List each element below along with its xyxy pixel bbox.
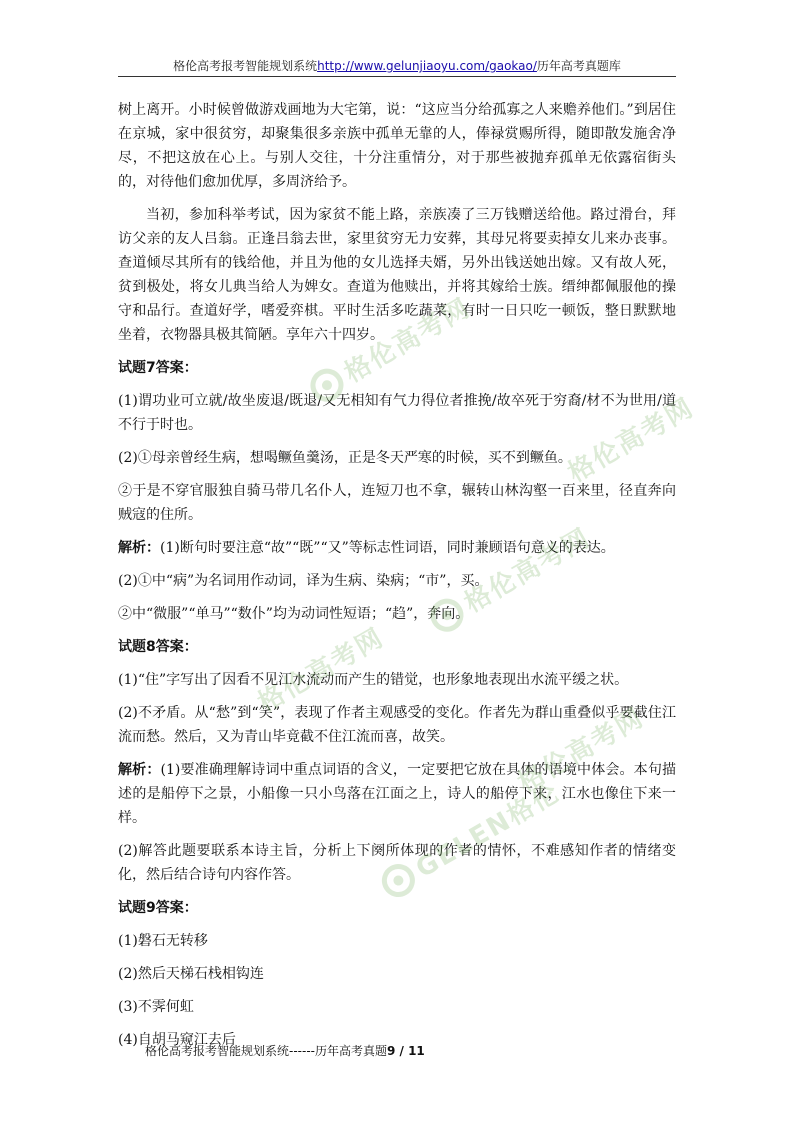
q9-answer-3: (3)不霁何虹 — [118, 999, 194, 1015]
watermark: 格伦高考网 — [253, 622, 390, 719]
q8-answer-1: (1)“住”字写出了因看不见江水流动而产生的错觉，也形象地表现出水流平缓之状。 — [118, 672, 629, 688]
watermark: 格伦高考网 — [563, 392, 700, 489]
watermark: 格伦高考网 — [513, 702, 650, 799]
q8-analysis-1: 解析：(1)要准确理解诗词中重点词语的含义，一定要把它放在具体的语境中体会。本句描述的是船停下之景，小船像一只小鸟落在江面之上，诗人的船停下来，江水也像住下来一样。 — [118, 762, 676, 826]
page-header — [118, 58, 676, 74]
page-footer — [145, 1042, 425, 1059]
watermark: 格伦高考网 — [303, 288, 477, 410]
q7-analysis-2: (2)①中“病”为名词用作动词，译为生病、染病；“市”，买。 — [118, 573, 489, 589]
q9-answer-4: (4)自胡马窥江去后 — [118, 1032, 236, 1048]
q7-answer-2: (2)①母亲曾经生病，想喝鳜鱼羹汤，正是冬天严寒的时候，买不到鳜鱼。 — [118, 450, 572, 466]
header-prefix: 格伦高考报考智能规划系统 — [173, 59, 318, 73]
q7-analysis-1: 解析：(1)断句时要注意“故”“既”“又”等标志性词语，同时兼顾语句意义的表达。 — [118, 540, 615, 556]
paragraph: 树上离开。小时候曾做游戏画地为大宅第，说：“这应当分给孤寡之人来赡养他们。”到居住在京城，家中很贫穷，却聚集很多亲族中孤单无靠的人，俸禄赏赐所得，随即散发施舍净尽，不把这放在心上。与别人交往，十分注重情分，对于那些被抛弃孤单无依露宿街头的，对待他们愈加优厚，多周济给予。 — [118, 102, 676, 190]
header-suffix: 历年高考真题库 — [536, 59, 621, 73]
paragraph: 当初，参加科举考试，因为家贫不能上路，亲族凑了三万钱赠送给他。路过滑台，拜访父亲的友人吕翁。正逢吕翁去世，家里贫穷无力安葬，其母兄将要卖掉女儿来办丧事。查道倾尽其所有的钱给他，并且为他的女儿选择夫婿，另外出钱送她出嫁。又有故人死，贫到极处，将女儿典当给人为婢女。查道为他赎出，并将其嫁给士族。缙绅都佩服他的操守和品行。查道好学，嗜爱弈棋。平时生活多吃蔬菜，有时一日只吃一顿饭，整日默默地坐着，衣物器具极其简陋。享年六十四岁。 — [118, 207, 676, 343]
q7-answer-1: (1)谓功业可立就/故坐废退/既退/又无相知有气力得位者推挽/故卒死于穷裔/材不为世用/道不行于时也。 — [118, 393, 676, 433]
q8-analysis-2: (2)解答此题要联系本诗主旨，分析上下阕所体现的作者的情怀，不难感知作者的情绪变化，然后结合诗句内容作答。 — [118, 843, 676, 883]
watermark: 格伦高考网 — [423, 518, 597, 640]
analysis-label: 解析： — [118, 540, 160, 556]
document-body — [118, 98, 676, 1061]
header-url-link[interactable]: http://www.gelunjiaoyu.com/gaokao/ — [317, 59, 537, 73]
watermark: GELEN格伦 — [374, 772, 566, 904]
q7-answer-3: ②于是不穿官服独自骑马带几名仆人，连短刀也不拿，辗转山林沟壑一百来里，径直奔向贼寇的住所。 — [118, 483, 676, 523]
header-divider — [118, 76, 676, 77]
footer-text: 格伦高考报考智能规划系统------历年高考真题 — [145, 1044, 387, 1058]
q8-answer-label: 试题8答案： — [118, 639, 198, 655]
q8-answer-2: (2)不矛盾。从“愁”到“笑”，表现了作者主观感受的变化。作者先为群山重叠似乎要截住江流而愁。然后，又为青山毕竟截不住江流而喜，故笑。 — [118, 705, 676, 745]
q9-answer-2: (2)然后天梯石栈相钩连 — [118, 966, 264, 982]
analysis-label: 解析： — [118, 762, 161, 778]
page-number: 9 / 11 — [386, 1044, 425, 1058]
q9-answer-label: 试题9答案： — [118, 900, 198, 916]
q7-analysis-3: ②中“微服”“单马”“数仆”均为动词性短语；“趋”，奔向。 — [118, 606, 470, 622]
q9-answer-1: (1)磐石无转移 — [118, 933, 208, 949]
q7-answer-label: 试题7答案： — [118, 360, 198, 376]
